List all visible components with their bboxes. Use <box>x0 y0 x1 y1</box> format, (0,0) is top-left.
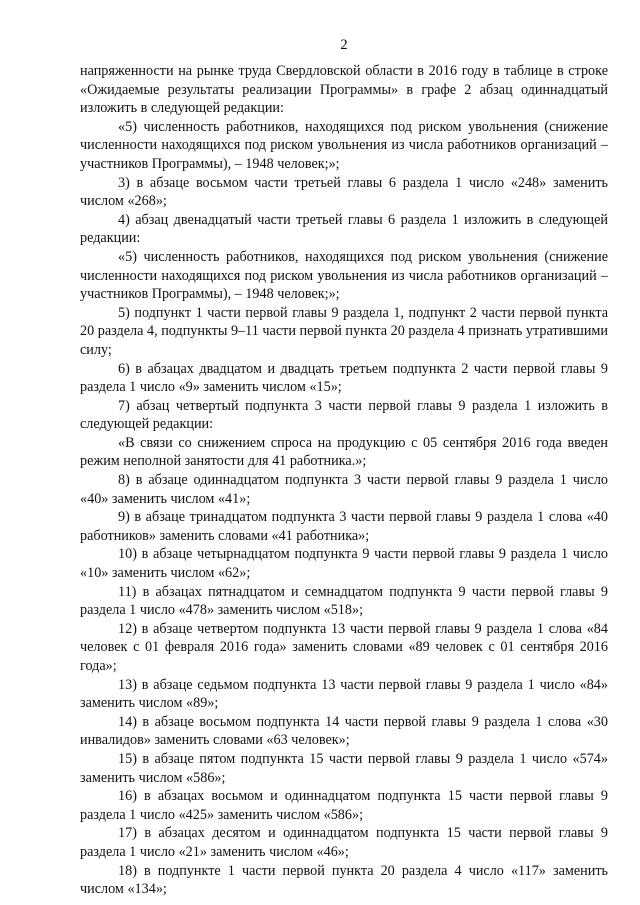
paragraph: 3) в абзаце восьмом части третьей главы 6 раздела 1 число «248» заменить числом «268»; <box>80 174 608 210</box>
paragraph: 10) в абзаце четырнадцатом подпункта 9 части первой главы 9 раздела 1 число «10» заменить числом «62»; <box>80 546 608 582</box>
paragraph: 11) в абзацах пятнадцатом и семнадцатом подпункта 9 части первой главы 9 раздела 1 число «478» заменить числом «518»; <box>80 583 608 619</box>
paragraph: 15) в абзаце пятом подпункта 15 части первой главы 9 раздела 1 число «574» заменить числом «586»; <box>80 750 608 786</box>
paragraph: 5) подпункт 1 части первой главы 9 раздела 1, подпункт 2 части первой пункта 20 раздела 4, подпункты 9–11 части первой пункта 20 раздела 4 признать утратившими силу; <box>80 304 608 358</box>
paragraph: 17) в абзацах десятом и одиннадцатом подпункта 15 части первой главы 9 раздела 1 число «21» заменить числом «46»; <box>80 825 608 860</box>
page-number: 2 <box>340 37 348 53</box>
paragraph: 9) в абзаце тринадцатом подпункта 3 части первой главы 9 раздела 1 слова «40 работников» заменить словами «41 работника»; <box>80 509 608 544</box>
paragraph: 13) в абзаце седьмом подпункта 13 части первой главы 9 раздела 1 число «84» заменить числом «89»; <box>80 676 608 712</box>
paragraph: напряженности на рынке труда Свердловской области в 2016 году в таблице в строке «Ожидаемые результаты реализации Программы» в графе 2 абзац одиннадцатый изложить в следующей редакции: <box>80 63 608 117</box>
paragraph: «В связи со снижением спроса на продукцию с 05 сентября 2016 года введен режим неполной занятости для 41 работника.»; <box>80 434 608 470</box>
paragraph: 12) в абзаце четвертом подпункта 13 части первой главы 9 раздела 1 слова «84 человек с 01 февраля 2016 года» заменить словами «89 человек с 01 сентября 2016 года»; <box>80 620 608 674</box>
paragraph: 18) в подпункте 1 части первой пункта 20 раздела 4 число «117» заменить числом «134»; <box>80 862 608 898</box>
paragraph: 4) абзац двенадцатый части третьей главы 6 раздела 1 изложить в следующей редакции: <box>80 211 608 247</box>
paragraph: 8) в абзаце одиннадцатом подпункта 3 части первой главы 9 раздела 1 число «40» заменить числом «41»; <box>80 472 608 507</box>
paragraph: 7) абзац четвертый подпункта 3 части первой главы 9 раздела 1 изложить в следующей редакции: <box>80 397 608 433</box>
paragraph: 6) в абзацах двадцатом и двадцать третьем подпункта 2 части первой главы 9 раздела 1 число «9» заменить числом «15»; <box>80 360 608 396</box>
paragraph: «5) численность работников, находящихся под риском увольнения (снижение численности находящихся под риском увольнения из числа работников организаций – участников Программы), – 1948 человек;»; <box>80 118 608 172</box>
paragraph: 14) в абзаце восьмом подпункта 14 части первой главы 9 раздела 1 слова «30 инвалидов» заменить словами «63 человек»; <box>80 713 608 749</box>
paragraph: 16) в абзацах восьмом и одиннадцатом подпункта 15 части первой главы 9 раздела 1 число «425» заменить числом «586»; <box>80 788 608 823</box>
paragraph: «5) численность работников, находящихся под риском увольнения (снижение численности находящихся под риском увольнения из числа работников организаций – участников Программы), – 1948 человек;»; <box>80 248 608 303</box>
